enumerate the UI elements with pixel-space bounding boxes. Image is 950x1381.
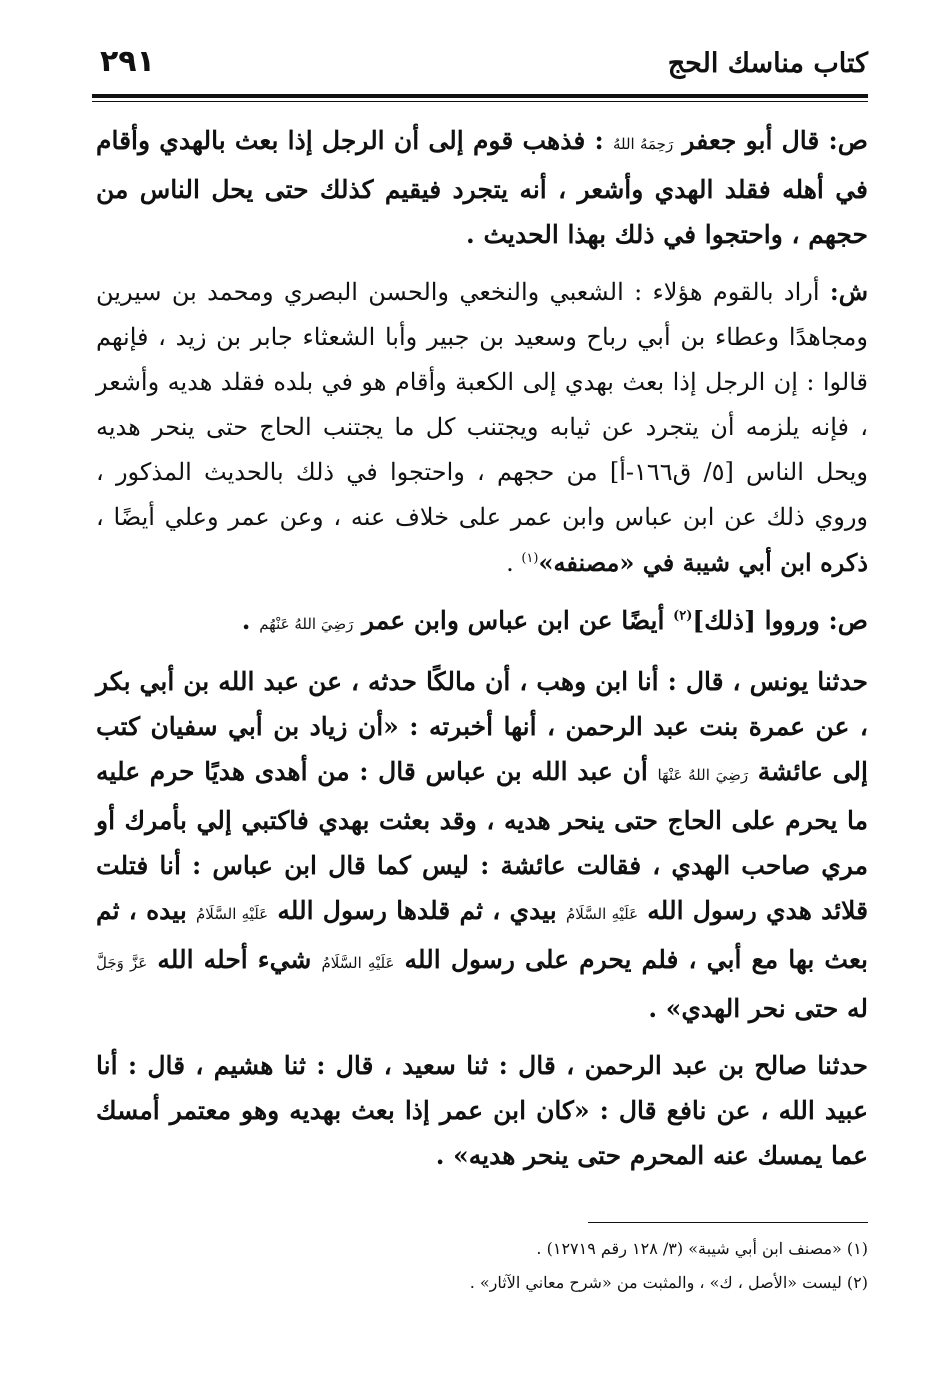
running-title: كتاب مناسك الحج [667,48,868,79]
text-span: أيضًا عن ابن عباس وابن عمر [353,606,674,635]
main-text [96,118,868,1178]
text-span: بيدي ، ثم قلدها رسول الله [268,896,566,925]
text-span: أراد بالقوم هؤلاء : الشعبي والنخعي والحسن البصري ومحمد بن سيرين ومجاهدًا وعطاء بن أبي رباح وسعيد بن جبير وأبا الشعثاء جابر بن زيد ، فإنهم قالوا : إن الرجل إذا بعث بهدي إلى الكعبة وأقام هو في بلده فقلد هديه وأشعر ، فإنه يلزمه أن يتجرد عن ثيابه ويجتنب كل ما يجتنب الحاج حتى ينحر هديه ويحل الناس [٥/ ق١٦٦-أ] من حجهم ، واحتجوا في ذلك بالحديث المذكور ، وروي ذلك عن ابن عباس وابن عمر على خلاف عنه ، وعن عمر وعلي أيضًا ، [96,278,868,531]
header-rule-thick [92,94,868,98]
honorific-glyph: عَلَيْهِ السَّلَامُ [565,905,639,923]
text-span: : فذهب قوم إلى أن الرجل إذا بعث بالهدي وأقام في أهله فقلد الهدي وأشعر ، أنه يتجرد فيقيم كذلك حتى يحل الناس من حجهم ، واحتجوا في ذلك بهذا الحديث . [96,126,868,249]
honorific-glyph: رَضِيَ اللهُ عَنْهَا [657,766,749,784]
honorific-glyph: رَضِيَ اللهُ عَنْهُم [259,615,354,633]
paragraph-sharh [96,269,868,586]
honorific-glyph: عَلَيْهِ السَّلَامُ [321,954,395,972]
text-span: أن عبد الله بن عباس قال : من أهدى هديًا حرم عليه ما يحرم على الحاج حتى ينحر هديه ، وقد بعثت بهدي فاكتبي إلي بأمرك أو مري صاحب الهدي ، فقالت عائشة : ليس كما قال ابن عباس : أنا فتلت قلائد هدي رسول الله [96,757,869,925]
footnote-2: (٢) ليست «الأصل ، ك» ، والمثبت من «شرح معاني الآثار» . [469,1273,868,1292]
footnote-1: (١) «مصنف ابن أبي شيبة» (٣/ ١٢٨ رقم ١٢٧١٩) . [536,1239,868,1258]
text-span: حدثنا يونس ، قال : أنا ابن وهب ، أن مالكًا حدثه ، عن عبد الله بن أبي بكر ، عن عمرة بنت عبد الرحمن ، أنها أخبرته : «أن زياد بن أبي سفيان كتب إلى عائشة [96,667,868,786]
footnote-separator [588,1222,868,1223]
paragraph-hadith-2 [96,1043,868,1178]
page-header [92,38,868,90]
honorific-glyph: رَحِمَهُ اللهُ [612,135,674,153]
honorific-glyph: عَزَّ وَجَلَّ [96,954,148,972]
page-number: ٢٩١ [100,44,155,79]
paragraph-matn-2 [96,598,868,647]
text-span: . [241,606,260,635]
header-rule-thin [92,101,868,102]
honorific-glyph: عَلَيْهِ السَّلَامُ [196,905,269,923]
text-span: حدثنا صالح بن عبد الرحمن ، قال : ثنا سعيد ، قال : ثنا هشيم ، قال : أنا عبيد الله ، عن نافع قال : «كان ابن عمر إذا بعث بهديه وهو معتمر أمسك عما يمسك عنه المحرم حتى ينحر هديه» . [96,1051,868,1170]
text-span: . [506,549,522,577]
matn-marker: ص: [828,126,868,155]
paragraph-hadith-1 [96,659,868,1031]
footnotes [96,1232,868,1300]
text-span: بيده ، ثم بعث بها مع أبي ، فلم يحرم على رسول الله [96,896,868,974]
sharh-marker: ش: [829,277,868,306]
paragraph-matn-1 [96,118,868,257]
matn-marker: ص: [828,606,868,635]
text-span: شيء أحله الله [147,945,322,974]
text-span: ورووا [ذلك] [692,606,829,635]
text-span: قال أبو جعفر [673,126,829,155]
footnote-ref-1: (١) [521,551,539,566]
text-span: له حتى نحر الهدي» . [648,994,868,1023]
source-reference: ذكره ابن أبي شيبة في «مصنفه» [538,548,868,577]
footnote-ref-2: (٢) [673,608,693,624]
